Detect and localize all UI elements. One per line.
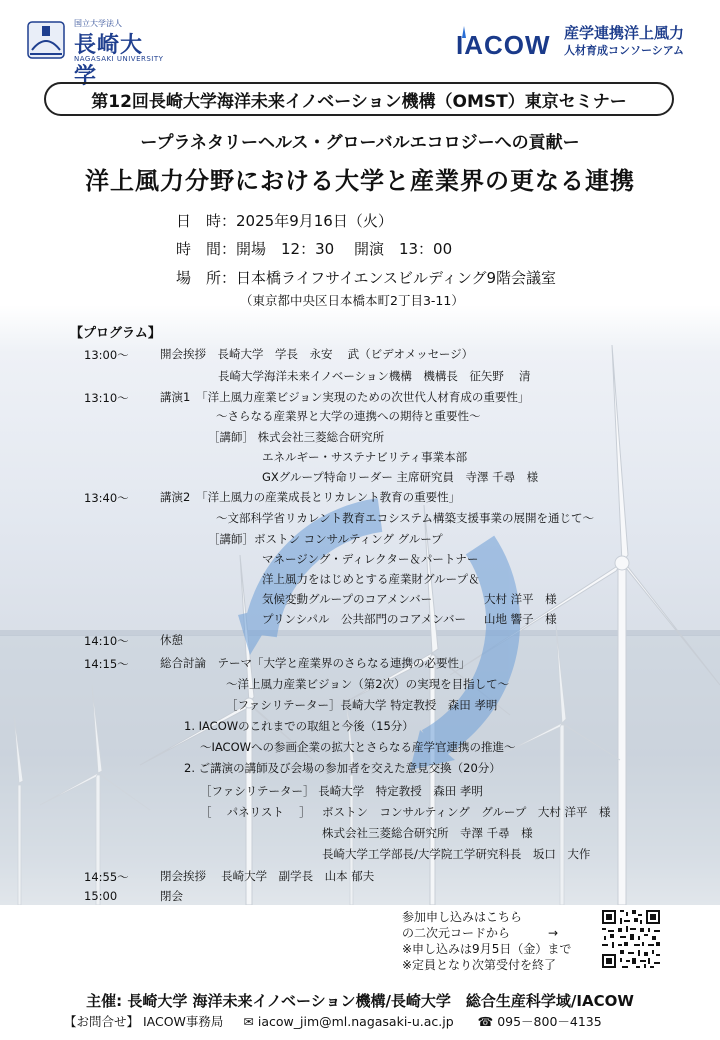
series-title: 第12回長崎大学海洋未来イノベーション機構（OMST）東京セミナー: [91, 91, 627, 112]
program-line: ～洋上風力産業ビジョン（第2次）の実現を目指して～: [226, 677, 510, 691]
program-line: ～IACOWへの参画企業の拡大とさらなる産学官連携の推進～: [200, 740, 516, 754]
program-line: 総合討論 テーマ「大学と産業界のさらなる連携の必要性」: [160, 656, 471, 670]
program-line: ［講師］ボストン コンサルティング グループ: [208, 532, 443, 546]
registration-deadline: ※申し込みは9月5日（金）まで: [402, 942, 572, 956]
registration-line1: 参加申し込みはこちら: [402, 910, 523, 924]
date-label: 日 時：: [176, 212, 237, 230]
program-line: 洋上風力をはじめとする産業財グループ＆: [262, 572, 480, 586]
registration-info: [402, 909, 571, 973]
phone-icon: ☎: [477, 1014, 494, 1029]
program-time: 14:15～: [84, 657, 129, 671]
program-line: ［講師］ 株式会社三菱総合研究所: [208, 430, 385, 444]
program-line: 講演2 「洋上風力の産業成長とリカレント教育の重要性」: [160, 490, 461, 504]
program-time: 13:40～: [84, 491, 129, 505]
contact-email[interactable]: iacow_jim@ml.nagasaki-u.ac.jp: [257, 1014, 454, 1029]
program-time: 15:00: [84, 889, 118, 903]
registration-qr-code[interactable]: [600, 908, 662, 970]
program-line: 山地 響子 様: [484, 612, 557, 626]
program-line: 1. IACOWのこれまでの取組と今後（15分）: [184, 719, 414, 733]
event-title: 洋上風力分野における大学と産業界の更なる連携: [85, 167, 635, 195]
partner-line2: 人材育成コンソーシアム: [564, 44, 685, 57]
partner-line1: 産学連携洋上風力: [564, 24, 685, 42]
program-time: 13:00～: [84, 348, 129, 362]
program-line: 開会挨拶 長崎大学 学長 永安 武（ビデオメッセージ）: [160, 347, 474, 361]
place-label: 場 所：: [176, 269, 237, 287]
program-line: ［ パネリスト ］: [200, 805, 311, 819]
iacow-wordmark-text: IACOW: [456, 30, 551, 58]
iacow-logo: [454, 20, 704, 60]
place-row: [176, 267, 556, 288]
program-line: 長崎大学海洋未来イノベーション機構 機構長 征矢野 清: [218, 369, 531, 383]
program-line: 閉会挨拶 長崎大学 副学長 山本 郁夫: [160, 869, 375, 883]
program-line: ～文部科学省リカレント教育エコシステム構築支援事業の展開を通じて～: [216, 511, 594, 525]
program-line: マネージング・ディレクター＆パートナー: [262, 552, 479, 566]
univ-name: 長崎大学: [74, 33, 144, 89]
program-line: ～さらなる産業界と大学の連携への期待と重要性～: [216, 409, 481, 423]
univ-english-name: NAGASAKI UNIVERSITY: [74, 55, 164, 63]
program-line: プリンシパル 公共部門のコアメンバー: [262, 612, 466, 626]
program-line: GXグループ特命リーダー 主席研究員 寺澤 千尋 様: [262, 470, 539, 484]
time-value: 開場 12：30 開演 13：00: [236, 240, 453, 258]
program-line: エネルギー・サステナビリティ事業本部: [262, 450, 468, 464]
organizer-line: 主催: 長崎大学 海洋未来イノベーション機構/長崎大学 総合生産科学域/IACOW: [86, 992, 634, 1010]
contact-footer: [64, 1012, 664, 1030]
program-line: 長崎大学工学部長/大学院工学研究科長 坂口 大作: [322, 847, 591, 861]
event-subtitle: ープラネタリーヘルス・グローバルエコロジーへの貢献ー: [140, 133, 580, 153]
program-line: 2. ご講演の講師及び会場の参加者を交えた意見交換（20分）: [184, 761, 501, 775]
program-heading: 【プログラム】: [70, 326, 161, 341]
venue-address: （東京都中央区日本橋本町2丁目3-11）: [240, 293, 464, 308]
time-label: 時 間：: [176, 240, 237, 258]
mail-icon: ✉: [243, 1014, 254, 1029]
program-line: 気候変動グループのコアメンバー: [262, 592, 433, 606]
contact-label: 【お問合せ】 IACOW事務局: [64, 1014, 224, 1029]
arrow-right-icon: →: [548, 926, 559, 940]
program-time: 14:10～: [84, 634, 129, 648]
date-value: 2025年9月16日（火）: [236, 212, 393, 230]
program-time: 13:10～: [84, 391, 129, 405]
univ-small-label: 国立大学法人: [74, 19, 122, 28]
program-line: 休憩: [160, 633, 183, 647]
time-row: [176, 238, 452, 259]
program-line: 株式会社三菱総合研究所 寺澤 千尋 様: [322, 826, 533, 840]
program-line: ［ファシリテーター］長崎大学 特定教授 森田 孝明: [226, 698, 498, 712]
series-title-box: [44, 82, 674, 116]
university-crest-icon: [24, 18, 68, 62]
date-row: [176, 210, 393, 231]
program-line: ［ファシリテーター］ 長崎大学 特定教授 森田 孝明: [200, 784, 483, 798]
place-value: 日本橋ライフサイエンスビルディング9階会議室: [236, 269, 557, 287]
program-line: 大村 洋平 様: [484, 592, 557, 606]
nagasaki-university-logo: [24, 16, 164, 89]
program-line: ボストン コンサルティング グループ 大村 洋平 様: [322, 805, 611, 819]
registration-capacity-note: ※定員となり次第受付を終了: [402, 958, 557, 972]
program-line: 閉会: [160, 889, 183, 903]
contact-phone: 095－800－4135: [497, 1014, 602, 1029]
program-line: 講演1 「洋上風力産業ビジョン実現のための次世代人材育成の重要性」: [160, 390, 530, 404]
iacow-wordmark-icon: [454, 24, 558, 58]
registration-line2: の二次元コードから: [402, 926, 511, 940]
program-time: 14:55～: [84, 870, 129, 884]
